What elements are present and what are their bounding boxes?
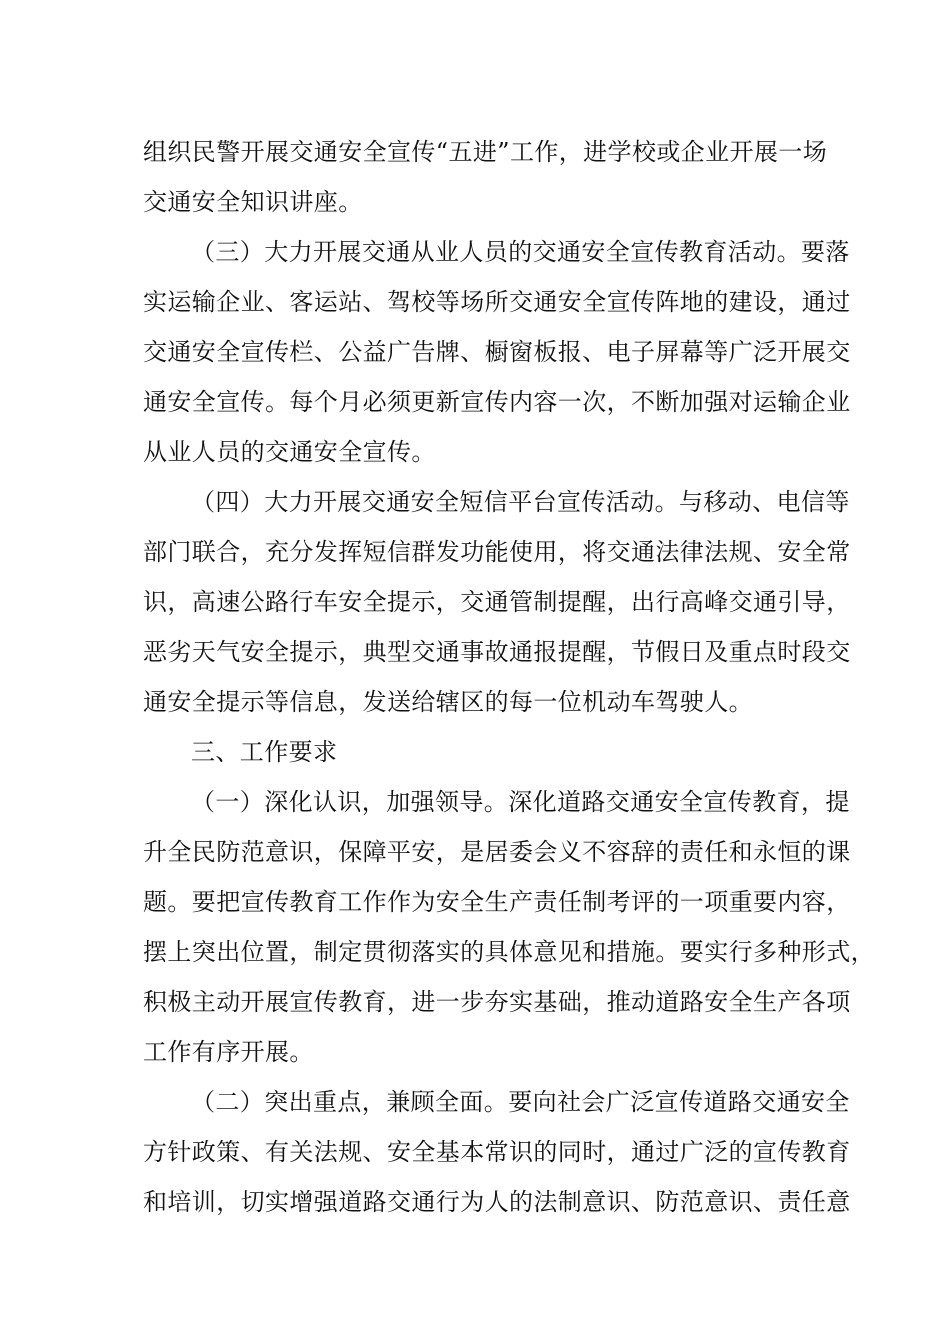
text-line: 识，高速公路行车安全提示，交通管制提醒，出行高峰交通引导，: [143, 588, 851, 616]
text-line: 三、工作要求: [191, 738, 338, 766]
text-line: （二）突出重点，兼顾全面。要向社会广泛宣传道路交通安全: [191, 1088, 850, 1116]
text-line: 交通安全知识讲座。: [143, 188, 363, 216]
text-line: 实运输企业、客运站、驾校等场所交通安全宣传阵地的建设，通过: [143, 288, 851, 316]
text-line: 工作有序开展。: [143, 1038, 314, 1066]
text-line: 恶劣天气安全提示，典型交通事故通报提醒，节假日及重点时段交: [143, 638, 851, 666]
text-line: 通安全宣传。每个月必须更新宣传内容一次，不断加强对运输企业: [143, 388, 851, 416]
text-line: 部门联合，充分发挥短信群发功能使用，将交通法律法规、安全常: [143, 538, 851, 566]
text-line: （四）大力开展交通安全短信平台宣传活动。与移动、电信等: [191, 488, 850, 516]
text-line: （一）深化认识，加强领导。深化道路交通安全宣传教育，提: [191, 788, 850, 816]
text-line: 通安全提示等信息，发送给辖区的每一位机动车驾驶人。: [143, 688, 753, 716]
document-body: [143, 127, 875, 1227]
text-line: 方针政策、有关法规、安全基本常识的同时，通过广泛的宣传教育: [143, 1138, 851, 1166]
text-line: 积极主动开展宣传教育，进一步夯实基础，推动道路安全生产各项: [143, 988, 851, 1016]
text-line: 组织民警开展交通安全宣传“五进”工作，进学校或企业开展一场: [143, 138, 828, 166]
text-line: 题。要把宣传教育工作作为安全生产责任制考评的一项重要内容，: [143, 888, 851, 916]
text-line: （三）大力开展交通从业人员的交通安全宣传教育活动。要落: [191, 238, 850, 266]
text-line: 摆上突出位置，制定贯彻落实的具体意见和措施。要实行多种形式，: [143, 938, 875, 966]
text-line: 从业人员的交通安全宣传。: [143, 438, 436, 466]
text-line: 升全民防范意识，保障平安，是居委会义不容辞的责任和永恒的课: [143, 838, 851, 866]
text-line: 和培训，切实增强道路交通行为人的法制意识、防范意识、责任意: [143, 1188, 851, 1216]
text-line: 交通安全宣传栏、公益广告牌、橱窗板报、电子屏幕等广泛开展交: [143, 338, 851, 366]
